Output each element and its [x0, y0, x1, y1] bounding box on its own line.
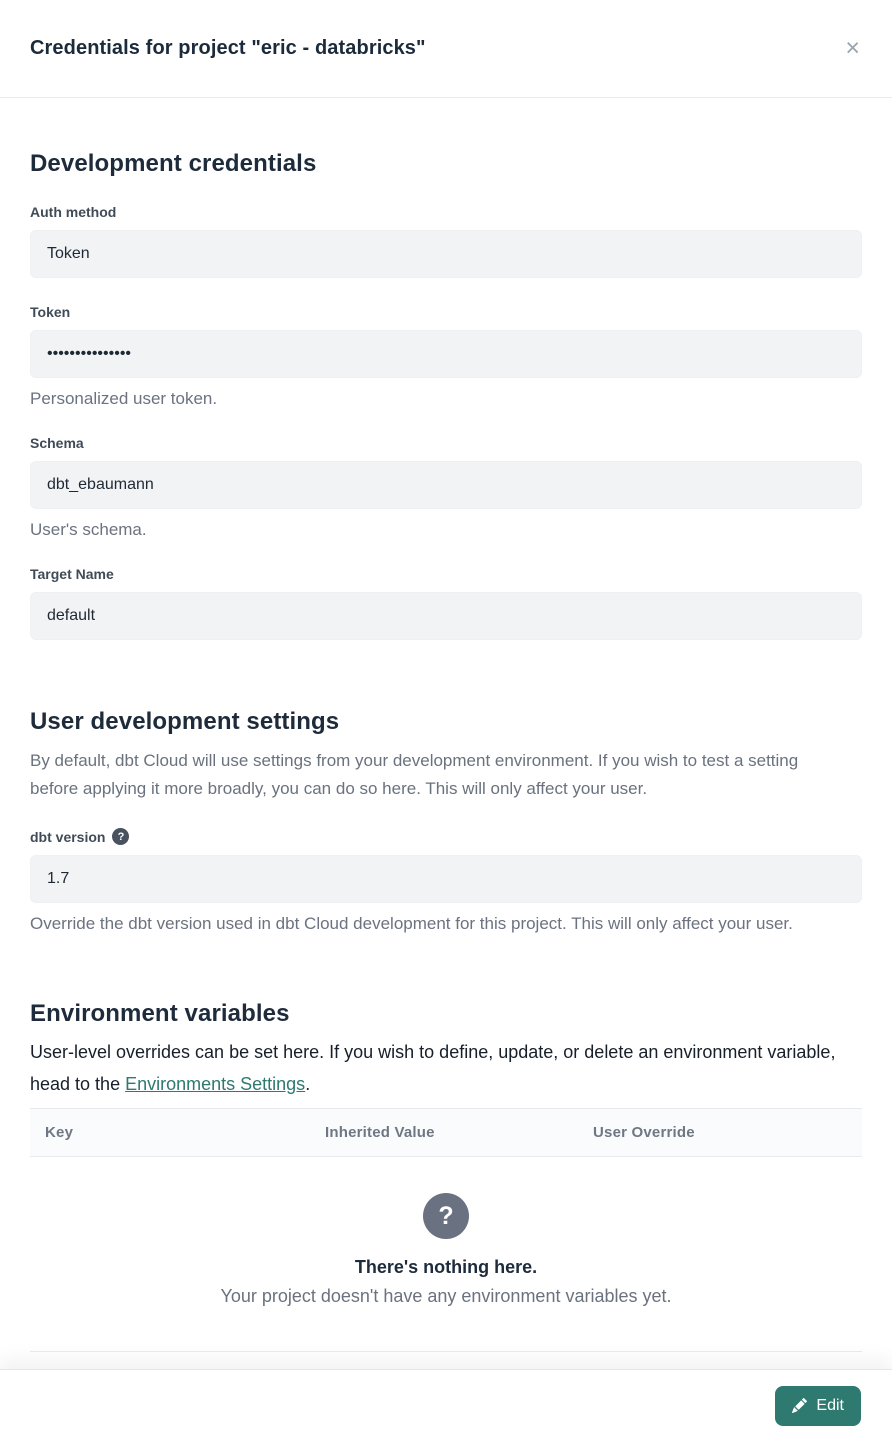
- token-helper-text: Personalized user token.: [30, 389, 218, 408]
- empty-state-title: There's nothing here.: [354, 1257, 538, 1277]
- environment-variables-description: [30, 1036, 862, 1100]
- dbt-version-label: dbt version: [30, 828, 106, 845]
- auth-method-label: Auth method: [30, 204, 117, 220]
- column-header-inherited-value: Inherited Value: [325, 1124, 435, 1141]
- env-description-suffix: .: [305, 1074, 311, 1094]
- section-environment-variables: [30, 1000, 862, 1352]
- development-credentials-heading: Development credentials: [30, 150, 317, 177]
- modal-header: [0, 0, 892, 98]
- column-header-user-override: User Override: [593, 1124, 695, 1141]
- schema-label: Schema: [30, 435, 84, 451]
- modal-footer: [0, 1369, 892, 1441]
- token-label: Token: [30, 304, 71, 320]
- help-icon[interactable]: ?: [112, 828, 129, 845]
- column-header-key: Key: [45, 1124, 74, 1141]
- dbt-version-input[interactable]: [30, 855, 862, 903]
- env-variables-table-header: [30, 1108, 862, 1157]
- edit-button-label: Edit: [816, 1396, 844, 1414]
- environments-settings-link[interactable]: Environments Settings: [125, 1074, 306, 1094]
- env-description-prefix: User-level overrides can be set here. If you wish to define, update, or delete an environment variable, head to the: [30, 1042, 836, 1094]
- environment-variables-heading: Environment variables: [30, 1000, 290, 1027]
- close-icon[interactable]: ×: [841, 32, 864, 65]
- target-name-label: Target Name: [30, 566, 114, 582]
- target-name-input[interactable]: [30, 592, 862, 640]
- edit-button[interactable]: [775, 1386, 861, 1426]
- question-mark-icon: ?: [423, 1193, 469, 1239]
- dbt-version-label-row: [30, 828, 862, 845]
- env-variables-empty-state: [30, 1157, 862, 1307]
- dbt-version-helper-text: Override the dbt version used in dbt Cloud development for this project. This will only affect your user.: [30, 914, 793, 933]
- user-development-settings-heading: User development settings: [30, 708, 340, 735]
- schema-input[interactable]: [30, 461, 862, 509]
- section-development-credentials: [30, 150, 862, 640]
- user-development-settings-description: By default, dbt Cloud will use settings from your development environment. If you wish to test a setting before applying it more broadly, you can do so here. This will only affect your user.: [30, 751, 799, 798]
- section-divider: [30, 1351, 862, 1352]
- section-user-development-settings: [30, 708, 862, 934]
- modal-body: [0, 150, 892, 1352]
- modal-title: Credentials for project "eric - databricks": [30, 37, 426, 59]
- empty-state-subtitle: Your project doesn't have any environment variables yet.: [220, 1286, 672, 1306]
- auth-method-input[interactable]: [30, 230, 862, 278]
- pencil-icon: [792, 1398, 807, 1413]
- schema-helper-text: User's schema.: [30, 520, 147, 539]
- token-input[interactable]: [30, 330, 862, 378]
